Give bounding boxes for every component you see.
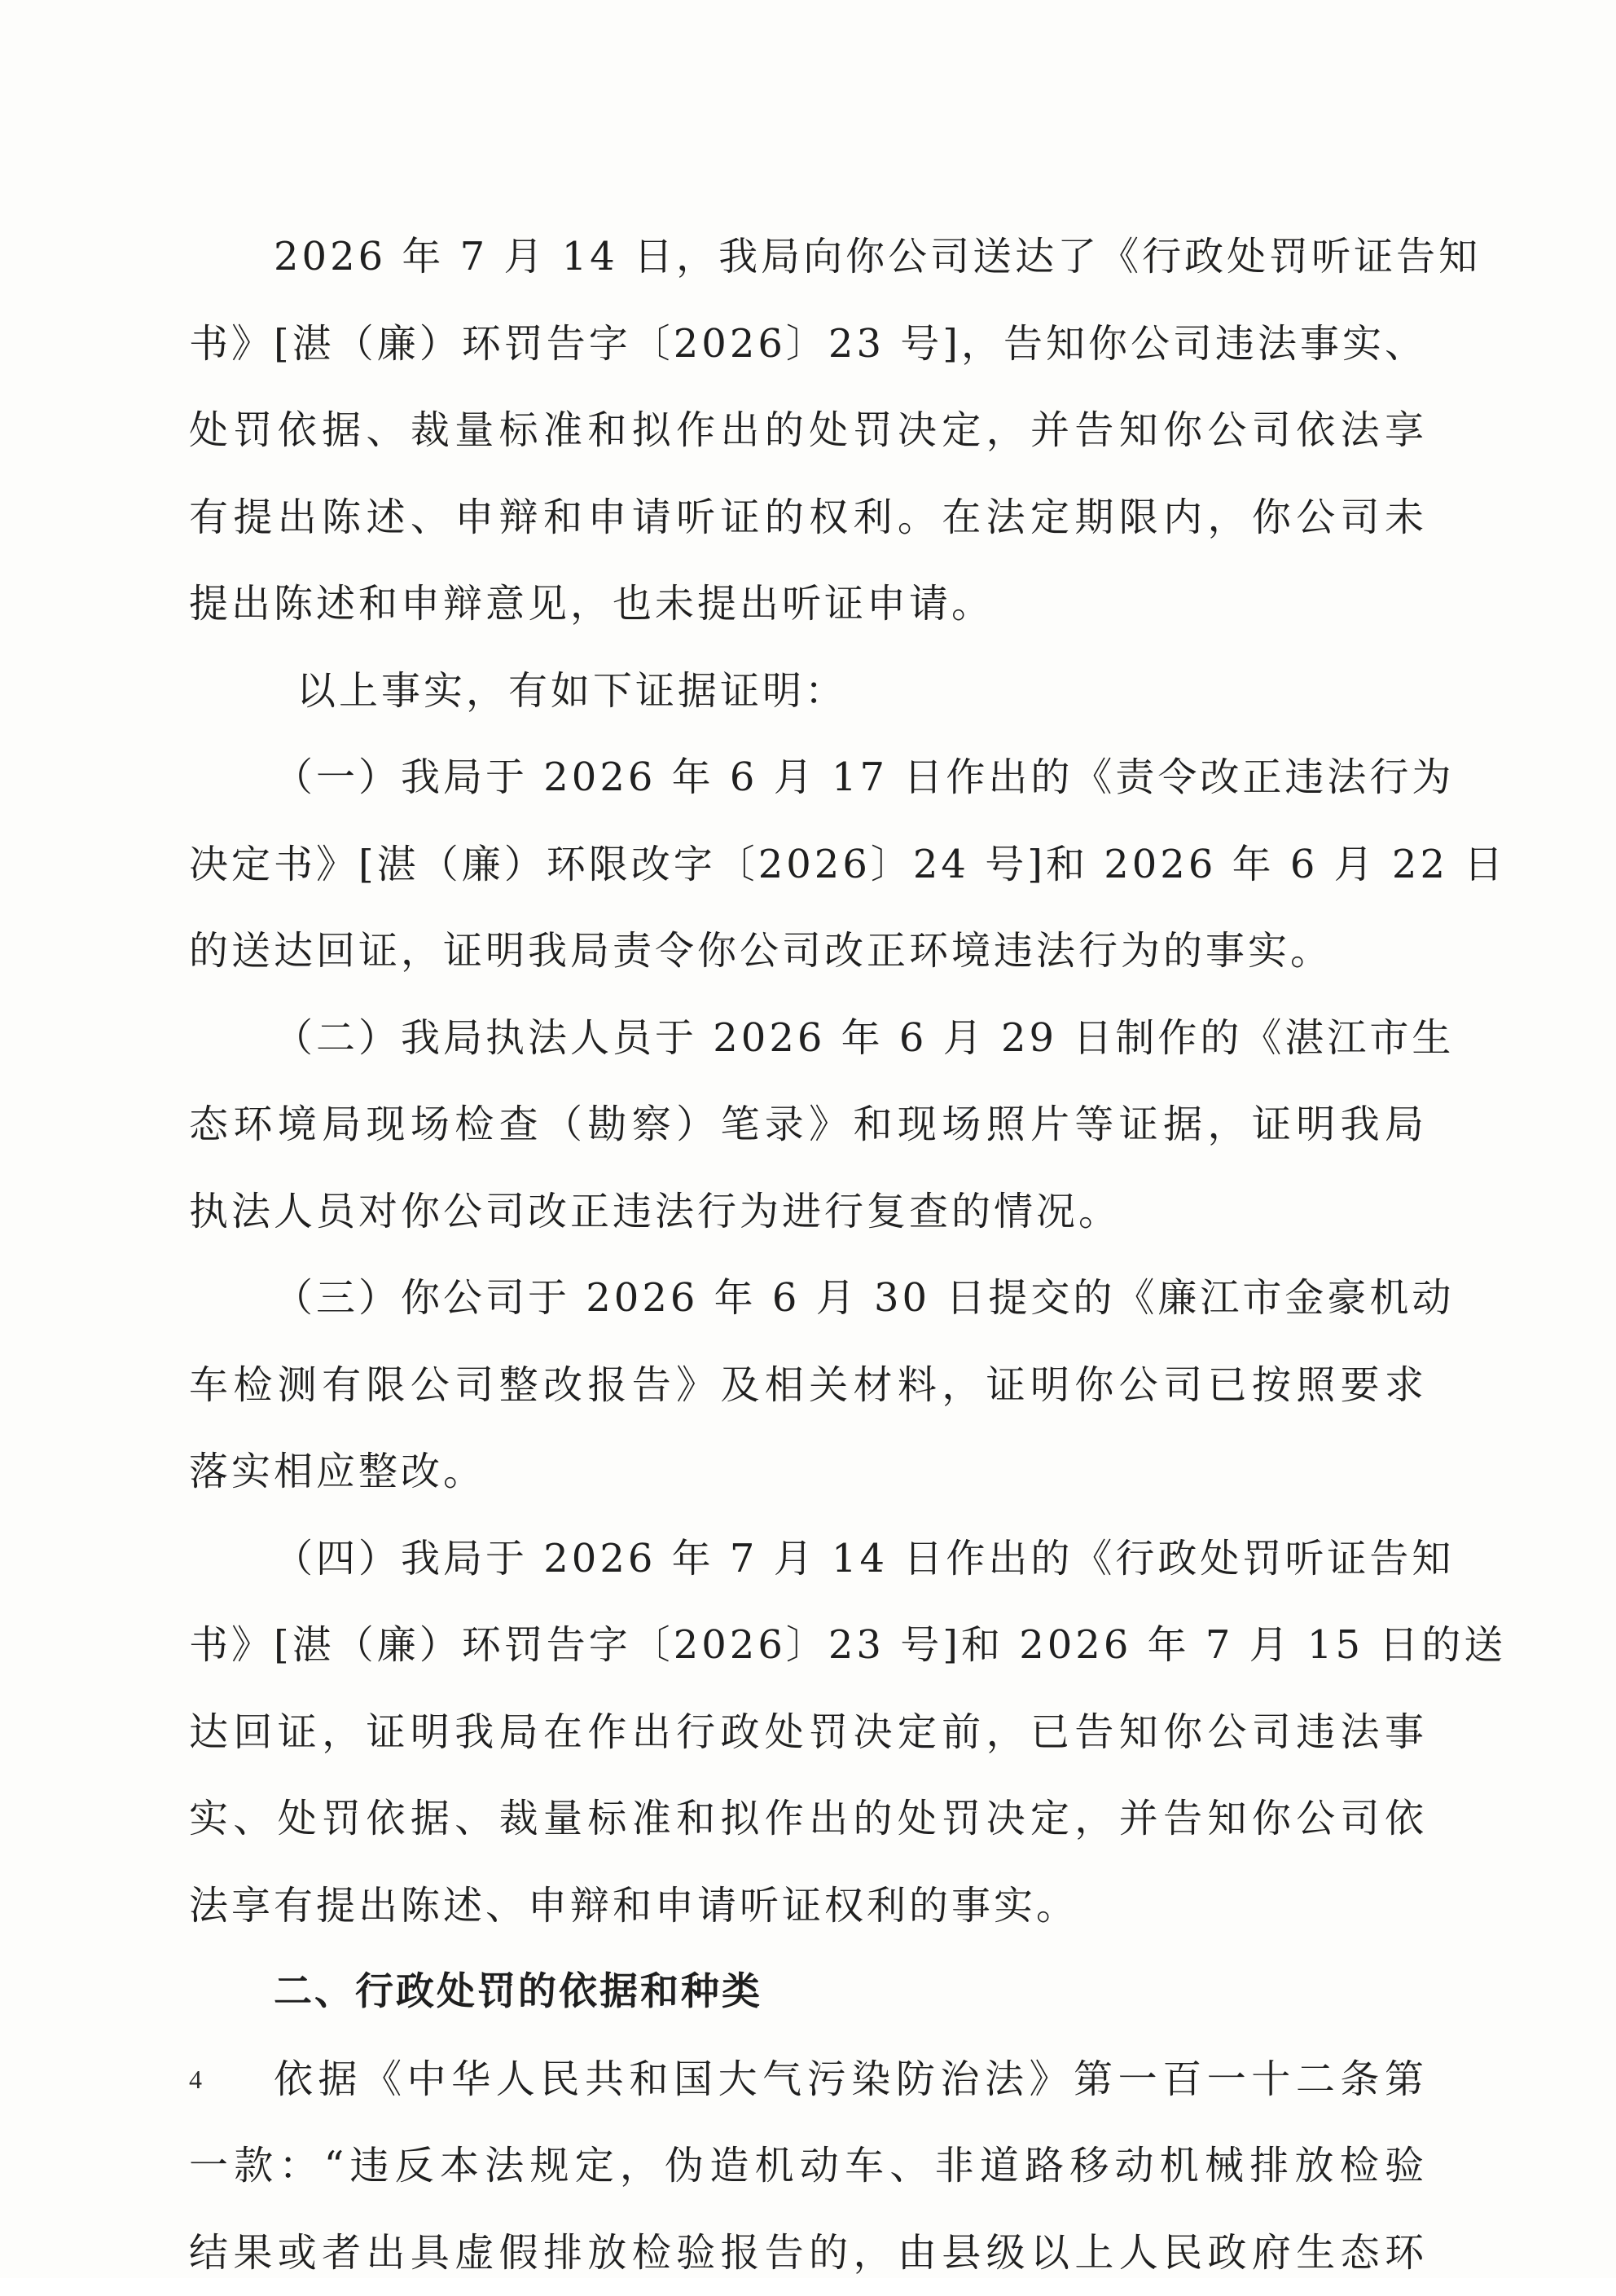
paragraph-line: 2026 年 7 月 14 日，我局向你公司送达了《行政处罚听证告知 bbox=[189, 213, 1427, 301]
paragraph-line: 提出陈述和申辩意见，也未提出听证申请。 bbox=[189, 561, 1427, 648]
paragraph-line: 的送达回证，证明我局责令你公司改正环境违法行为的事实。 bbox=[189, 908, 1427, 995]
evidence-intro: 以上事实，有如下证据证明： bbox=[189, 648, 1427, 735]
evidence-item-2: （二）我局执法人员于 2026 年 6 月 29 日制作的《湛江市生 bbox=[189, 995, 1427, 1082]
paragraph-line: 决定书》[湛（廉）环限改字〔2026〕24 号]和 2026 年 6 月 22 日 bbox=[189, 821, 1427, 908]
page-number: 4 bbox=[189, 2065, 202, 2095]
paragraph-line: 达回证，证明我局在作出行政处罚决定前，已告知你公司违法事 bbox=[189, 1689, 1427, 1776]
paragraph-line: 执法人员对你公司改正违法行为进行复查的情况。 bbox=[189, 1168, 1427, 1256]
paragraph-line: 车检测有限公司整改报告》及相关材料，证明你公司已按照要求 bbox=[189, 1342, 1427, 1429]
paragraph-line: 态环境局现场检查（勘察）笔录》和现场照片等证据，证明我局 bbox=[189, 1081, 1427, 1168]
evidence-item-1: （一）我局于 2026 年 6 月 17 日作出的《责令改正违法行为 bbox=[189, 734, 1427, 821]
paragraph-line: 一款：“违反本法规定，伪造机动车、非道路移动机械排放检验 bbox=[189, 2122, 1427, 2210]
paragraph-line: 法享有提出陈述、申辩和申请听证权利的事实。 bbox=[189, 1863, 1427, 1950]
paragraph-line: 结果或者出具虚假排放检验报告的，由县级以上人民政府生态环 bbox=[189, 2210, 1427, 2296]
paragraph-line: 实、处罚依据、裁量标准和拟作出的处罚决定，并告知你公司依 bbox=[189, 1775, 1427, 1863]
paragraph-line: 落实相应整改。 bbox=[189, 1428, 1427, 1515]
paragraph-line: 依据《中华人民共和国大气污染防治法》第一百一十二条第 bbox=[189, 2036, 1427, 2123]
evidence-item-4: （四）我局于 2026 年 7 月 14 日作出的《行政处罚听证告知 bbox=[189, 1515, 1427, 1603]
evidence-item-3: （三）你公司于 2026 年 6 月 30 日提交的《廉江市金豪机动 bbox=[189, 1255, 1427, 1342]
paragraph-line: 处罚依据、裁量标准和拟作出的处罚决定，并告知你公司依法享 bbox=[189, 387, 1427, 474]
document-body bbox=[189, 213, 1427, 2296]
paragraph-line: 书》[湛（廉）环罚告字〔2026〕23 号]和 2026 年 7 月 15 日的送 bbox=[189, 1602, 1427, 1689]
section-heading: 二、行政处罚的依据和种类 bbox=[189, 1949, 1427, 2036]
paragraph-line: 书》[湛（廉）环罚告字〔2026〕23 号]，告知你公司违法事实、 bbox=[189, 301, 1427, 388]
paragraph-line: 有提出陈述、申辩和申请听证的权利。在法定期限内，你公司未 bbox=[189, 474, 1427, 561]
